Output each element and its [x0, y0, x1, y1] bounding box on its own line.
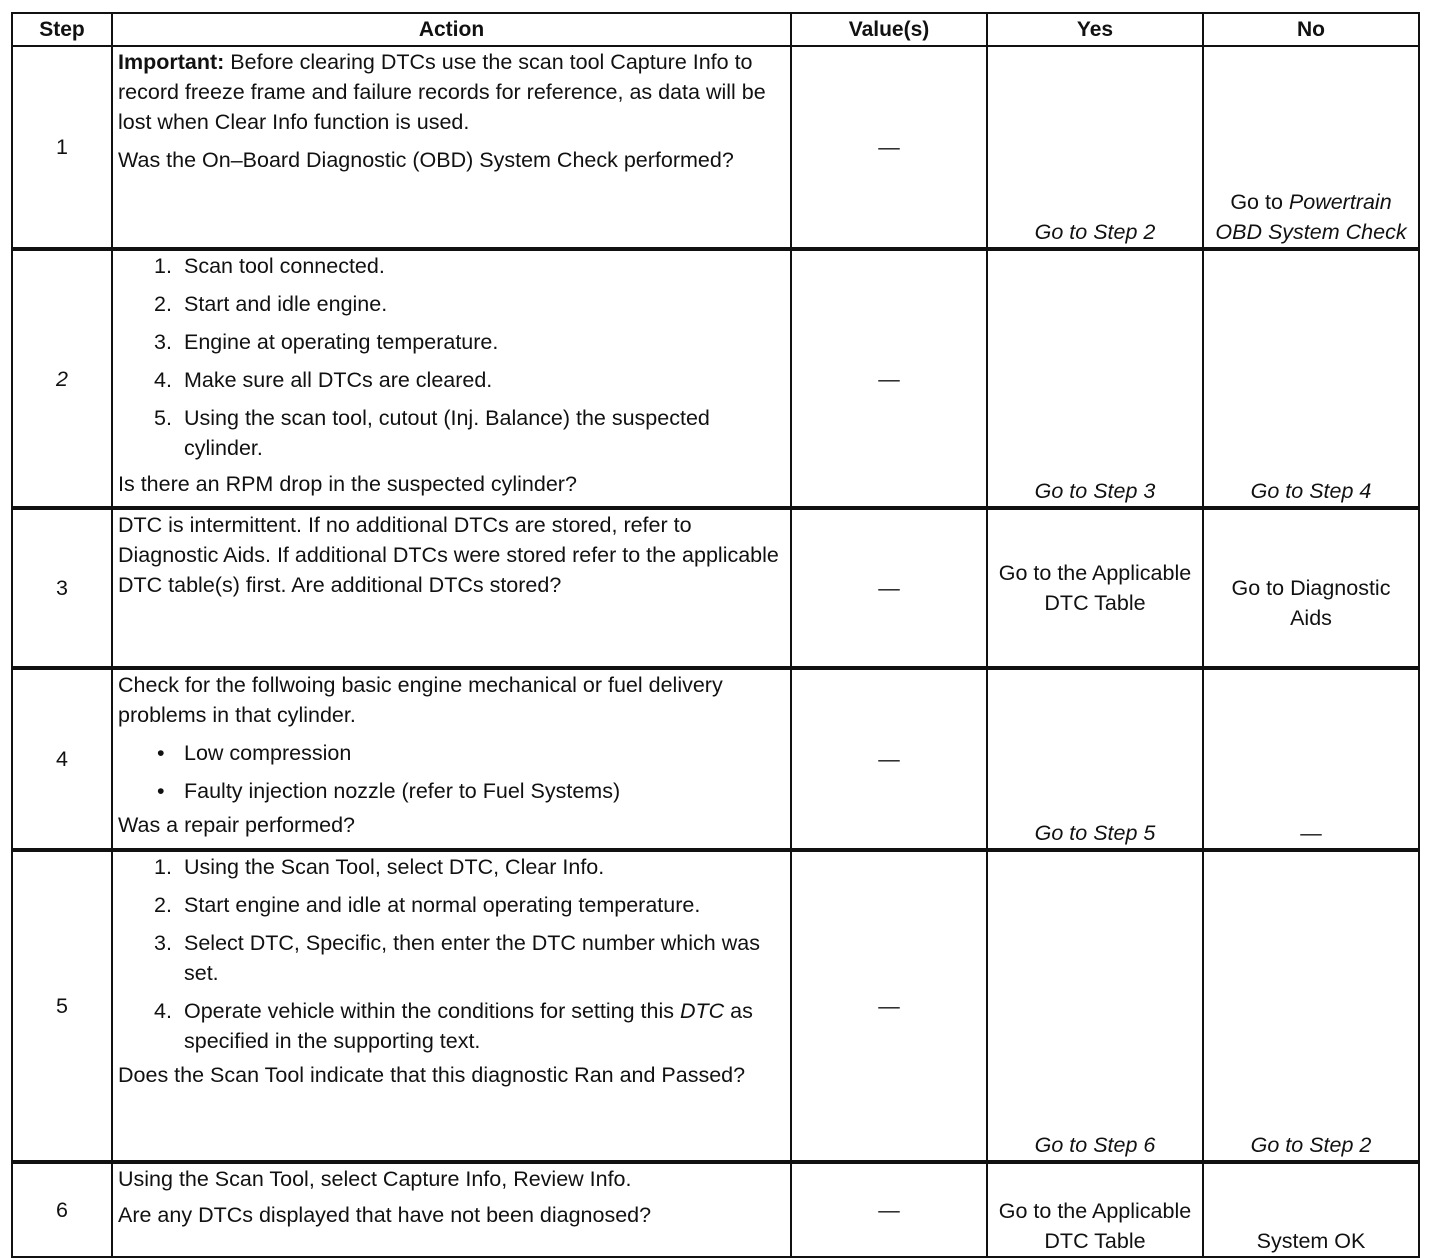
step-number: 2	[12, 249, 112, 508]
action-text: Using the Scan Tool, select Capture Info, Review Info.	[118, 1167, 632, 1191]
yes-link[interactable]: Go to Step 5	[987, 668, 1203, 850]
dash-value: —	[878, 576, 900, 600]
action-question: Was the On–Board Diagnostic (OBD) System Check performed?	[118, 148, 734, 172]
table-row-step-4	[12, 668, 1419, 850]
yes-link[interactable]: Go to Step 3	[987, 249, 1203, 508]
action-question: Is there an RPM drop in the suspected cylinder?	[118, 472, 577, 496]
step-number: 1	[12, 46, 112, 249]
no-link[interactable]: Go to Step 4	[1203, 249, 1419, 508]
action-cell	[112, 668, 791, 850]
no-link[interactable]: Go to Step 2	[1203, 850, 1419, 1162]
diagnostic-table	[11, 12, 1420, 1258]
list-item	[154, 852, 785, 882]
list-item	[154, 251, 785, 281]
numbered-list	[118, 852, 785, 1056]
list-text: Faulty injection nozzle (refer to Fuel Systems)	[184, 779, 621, 803]
list-item	[154, 996, 785, 1056]
list-text: Using the Scan Tool, select DTC, Clear Info.	[184, 855, 605, 879]
table-row-step-6	[12, 1162, 1419, 1257]
dash-value: —	[878, 994, 900, 1018]
action-cell	[112, 249, 791, 508]
value-cell	[791, 249, 987, 508]
action-question: Was a repair performed?	[118, 813, 355, 837]
action-cell	[112, 850, 791, 1162]
dash-value: —	[878, 135, 900, 159]
list-number: 4.	[154, 368, 172, 392]
yes-link[interactable]: Go to Step 6	[987, 850, 1203, 1162]
bullet-icon: •	[157, 779, 165, 803]
list-item	[154, 738, 785, 768]
table-row-step-1	[12, 46, 1419, 249]
list-item	[154, 327, 785, 357]
yes-link[interactable]: Go to Step 2	[987, 46, 1203, 249]
list-item	[154, 289, 785, 319]
no-italic-target: Powertrain OBD System Check	[1215, 190, 1407, 244]
important-text: Before clearing DTCs use the scan tool Capture Info to record freeze frame and failure records for reference, as data will be lost when Clear Info function is used.	[118, 50, 766, 134]
dash-value: —	[878, 747, 900, 771]
no-prefix: Go to	[1230, 190, 1289, 214]
no-value: —	[1203, 668, 1419, 850]
list-text: Engine at operating temperature.	[184, 330, 499, 354]
value-cell	[791, 668, 987, 850]
bullet-icon: •	[157, 741, 165, 765]
list-text: Scan tool connected.	[184, 254, 385, 278]
no-link[interactable]	[1203, 46, 1419, 249]
table-row-step-3	[12, 508, 1419, 668]
action-question: Does the Scan Tool indicate that this diagnostic Ran and Passed?	[118, 1063, 746, 1087]
list-text: Make sure all DTCs are cleared.	[184, 368, 493, 392]
value-cell	[791, 508, 987, 668]
table-row-step-2	[12, 249, 1419, 508]
table-row-step-5	[12, 850, 1419, 1162]
list-number: 3.	[154, 931, 172, 955]
step-number: 3	[12, 508, 112, 668]
list-number: 5.	[154, 406, 172, 430]
no-value: System OK	[1203, 1162, 1419, 1257]
header-row	[12, 13, 1419, 46]
list-text: Select DTC, Specific, then enter the DTC number which was set.	[184, 931, 760, 985]
step-number: 6	[12, 1162, 112, 1257]
list-item	[154, 403, 785, 463]
list-text: Low compression	[184, 741, 352, 765]
list-item	[154, 928, 785, 988]
list-number: 2.	[154, 292, 172, 316]
list-text: Using the scan tool, cutout (Inj. Balance) the suspected cylinder.	[184, 406, 710, 460]
list-item	[154, 776, 785, 806]
action-cell	[112, 46, 791, 249]
dash-value: —	[878, 366, 900, 391]
list-text-post: as specified in the supporting text.	[184, 999, 753, 1053]
value-cell	[791, 850, 987, 1162]
action-intro: Check for the follwoing basic engine mechanical or fuel delivery problems in that cylinder.	[118, 673, 723, 727]
value-cell	[791, 1162, 987, 1257]
list-number: 4.	[154, 999, 172, 1023]
list-number: 1.	[154, 855, 172, 879]
numbered-list	[118, 251, 785, 463]
action-text: DTC is intermittent. If no additional DTCs are stored, refer to Diagnostic Aids. If additional DTCs were stored refer to the applicable DTC table(s) first. Are additional DTCs stored?	[118, 513, 779, 597]
step-number: 4	[12, 668, 112, 850]
list-text: Start and idle engine.	[184, 292, 388, 316]
header-action: Action	[112, 13, 791, 46]
value-cell	[791, 46, 987, 249]
action-question: Are any DTCs displayed that have not been diagnosed?	[118, 1203, 652, 1227]
header-yes: Yes	[987, 13, 1203, 46]
list-number: 2.	[154, 893, 172, 917]
list-text: Start engine and idle at normal operating temperature.	[184, 893, 701, 917]
yes-link[interactable]: Go to the Applicable DTC Table	[987, 508, 1203, 668]
list-number: 3.	[154, 330, 172, 354]
list-item	[154, 890, 785, 920]
no-link[interactable]: Go to Diagnostic Aids	[1203, 508, 1419, 668]
action-cell	[112, 1162, 791, 1257]
important-label: Important:	[118, 50, 225, 74]
list-number: 1.	[154, 254, 172, 278]
important-note	[118, 47, 785, 137]
yes-link[interactable]: Go to the Applicable DTC Table	[987, 1162, 1203, 1257]
step-number: 5	[12, 850, 112, 1162]
bullet-list	[118, 738, 785, 806]
header-step: Step	[12, 13, 112, 46]
dash-value: —	[878, 1198, 900, 1222]
list-text-pre: Operate vehicle within the conditions for setting this	[184, 999, 680, 1023]
action-cell	[112, 508, 791, 668]
list-text-italic: DTC	[679, 999, 725, 1023]
header-no: No	[1203, 13, 1419, 46]
list-item	[154, 365, 785, 395]
header-values: Value(s)	[791, 13, 987, 46]
